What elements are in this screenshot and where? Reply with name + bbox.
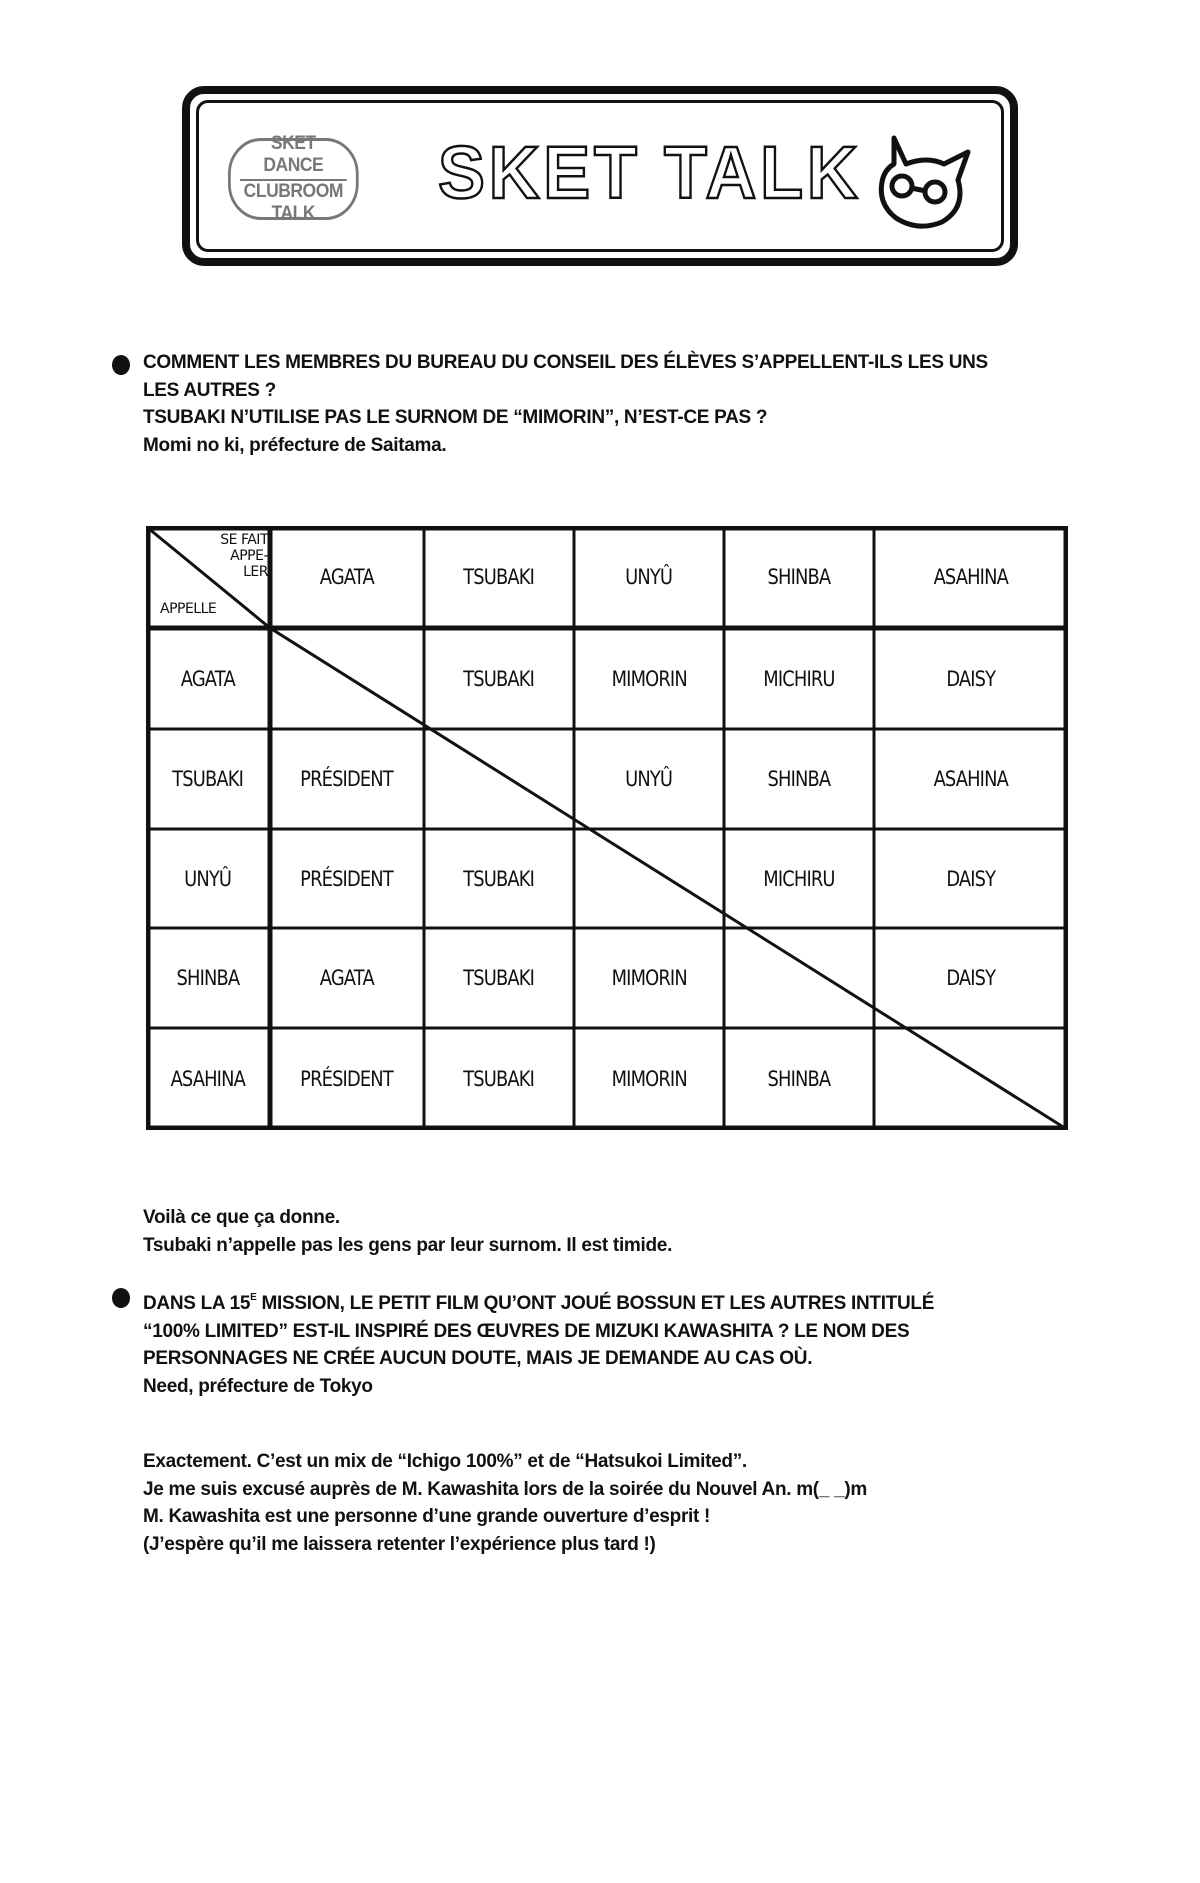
question-2-line xyxy=(143,1284,1083,1318)
answer-2-line: Exactement. C’est un mix de “Ichigo 100%” et de “Hatsukoi Limited”. xyxy=(143,1451,747,1472)
table-cell-text: TSUBAKI xyxy=(463,1067,535,1091)
table-cell xyxy=(874,628,1068,729)
answer-2-line: Je me suis excusé auprès de M. Kawashita lors de la soirée du Nouvel An. m(_ _)m xyxy=(143,1478,867,1500)
table-cell-text: TSUBAKI xyxy=(463,966,535,990)
row-header-text: ASAHINA xyxy=(170,1067,246,1091)
badge-line-1: SKET DANCE xyxy=(240,133,347,181)
table-cell xyxy=(574,729,724,829)
question-1-bullet-icon xyxy=(112,355,130,375)
superscript: E xyxy=(250,1292,257,1303)
table-cell-text: MIMORIN xyxy=(611,1067,687,1091)
answer-1 xyxy=(143,1204,1083,1259)
row-header xyxy=(146,829,270,928)
answer-2 xyxy=(143,1448,1083,1558)
question-1-line: TSUBAKI N’UTILISE PAS LE SURNOM DE “MIMORIN”, N’EST-CE PAS ? xyxy=(143,407,768,428)
clubroom-talk-badge xyxy=(228,133,359,224)
corner-label-line: LER xyxy=(243,564,268,580)
table-cell-text: TSUBAKI xyxy=(463,866,535,891)
question-2-sender: Need, préfecture de Tokyo xyxy=(143,1375,373,1397)
question-2-text: MISSION, LE PETIT FILM QU’ONT JOUÉ BOSSUN ET LES AUTRES INTITULÉ xyxy=(256,1293,935,1314)
row-header xyxy=(146,1028,270,1130)
column-header xyxy=(270,526,424,628)
table-cell xyxy=(724,729,874,829)
table-cell xyxy=(270,729,424,829)
answer-2-line: M. Kawashita est une personne d’une grande ouverture d’esprit ! xyxy=(143,1506,711,1527)
corner-label-line: SE FAIT xyxy=(220,532,268,548)
question-2-line: PERSONNAGES NE CRÉE AUCUN DOUTE, MAIS JE DEMANDE AU CAS OÙ. xyxy=(143,1348,813,1369)
question-2-text: DANS LA 15 xyxy=(143,1293,251,1314)
table-cell xyxy=(874,829,1068,928)
table-cell-text: TSUBAKI xyxy=(463,666,535,691)
table-cell-text: ASAHINA xyxy=(933,767,1009,791)
question-2 xyxy=(143,1284,1083,1400)
header-banner xyxy=(182,86,1018,266)
corner-label-line: APPE- xyxy=(230,548,268,564)
table-cell-text: MICHIRU xyxy=(763,866,835,891)
table-cell-text: SHINBA xyxy=(767,1067,831,1091)
question-2-bullet-icon xyxy=(112,1288,130,1308)
corner-label-bottom: APPELLE xyxy=(160,601,217,617)
table-cell-text: SHINBA xyxy=(767,767,831,791)
table-cell xyxy=(574,628,724,729)
table-cell-text: DAISY xyxy=(946,666,996,691)
table-cell-text: PRÉSIDENT xyxy=(300,767,394,791)
table-cell-text: DAISY xyxy=(946,966,996,990)
row-header-text: UNYÛ xyxy=(184,866,232,891)
corner-label-top xyxy=(220,532,268,580)
table-cell-text: DAISY xyxy=(946,866,996,891)
answer-1-line: Voilà ce que ça donne. xyxy=(143,1207,340,1228)
table-cell xyxy=(574,1028,724,1130)
table-cell xyxy=(270,928,424,1028)
row-header-text: AGATA xyxy=(180,666,236,691)
column-header-text: UNYÛ xyxy=(625,565,673,589)
table-cell xyxy=(424,1028,574,1130)
table-cell-text: MICHIRU xyxy=(763,666,835,691)
column-header-text: TSUBAKI xyxy=(463,565,535,589)
table-cell xyxy=(270,1028,424,1130)
table-cell xyxy=(424,928,574,1028)
table-cell-text: AGATA xyxy=(319,966,375,990)
table-cell xyxy=(874,928,1068,1028)
table-cell xyxy=(424,829,574,928)
nickname-table xyxy=(146,526,1068,1130)
question-1-line: LES AUTRES ? xyxy=(143,379,276,401)
row-header xyxy=(146,729,270,829)
table-cell xyxy=(724,1028,874,1130)
column-header xyxy=(424,526,574,628)
column-header-text: ASAHINA xyxy=(933,565,1009,589)
answer-2-line: (J’espère qu’il me laissera retenter l’expérience plus tard !) xyxy=(143,1533,656,1555)
question-2-line: “100% LIMITED” EST-IL INSPIRÉ DES ŒUVRES DE MIZUKI KAWASHITA ? LE NOM DES xyxy=(143,1320,910,1342)
row-header-text: TSUBAKI xyxy=(172,767,244,791)
column-header-text: AGATA xyxy=(319,565,375,589)
question-1-line: COMMENT LES MEMBRES DU BUREAU DU CONSEIL DES ÉLÈVES S’APPELLENT-ILS LES UNS xyxy=(143,352,988,373)
table-cell xyxy=(424,628,574,729)
question-1 xyxy=(143,349,1083,459)
row-header xyxy=(146,928,270,1028)
table-cell xyxy=(270,829,424,928)
column-header xyxy=(874,526,1068,628)
row-header-text: SHINBA xyxy=(176,966,240,990)
table-cell xyxy=(724,829,874,928)
table-cell-text: PRÉSIDENT xyxy=(300,866,394,891)
page-title: SKET TALK xyxy=(438,131,862,214)
table-cell-text: PRÉSIDENT xyxy=(300,1067,394,1091)
column-header xyxy=(574,526,724,628)
table-cell-text: MIMORIN xyxy=(611,966,687,990)
table-cell xyxy=(574,928,724,1028)
table-cell-text: UNYÛ xyxy=(625,767,673,791)
column-header xyxy=(724,526,874,628)
cat-with-glasses-icon xyxy=(872,130,972,230)
table-cell xyxy=(874,729,1068,829)
table-cell xyxy=(724,628,874,729)
column-header-text: SHINBA xyxy=(767,565,831,589)
answer-1-line: Tsubaki n’appelle pas les gens par leur surnom. Il est timide. xyxy=(143,1234,673,1256)
row-header xyxy=(146,628,270,729)
question-1-sender: Momi no ki, préfecture de Saitama. xyxy=(143,434,447,456)
table-cell-text: MIMORIN xyxy=(611,666,687,691)
badge-line-2: CLUBROOM TALK xyxy=(243,181,343,224)
